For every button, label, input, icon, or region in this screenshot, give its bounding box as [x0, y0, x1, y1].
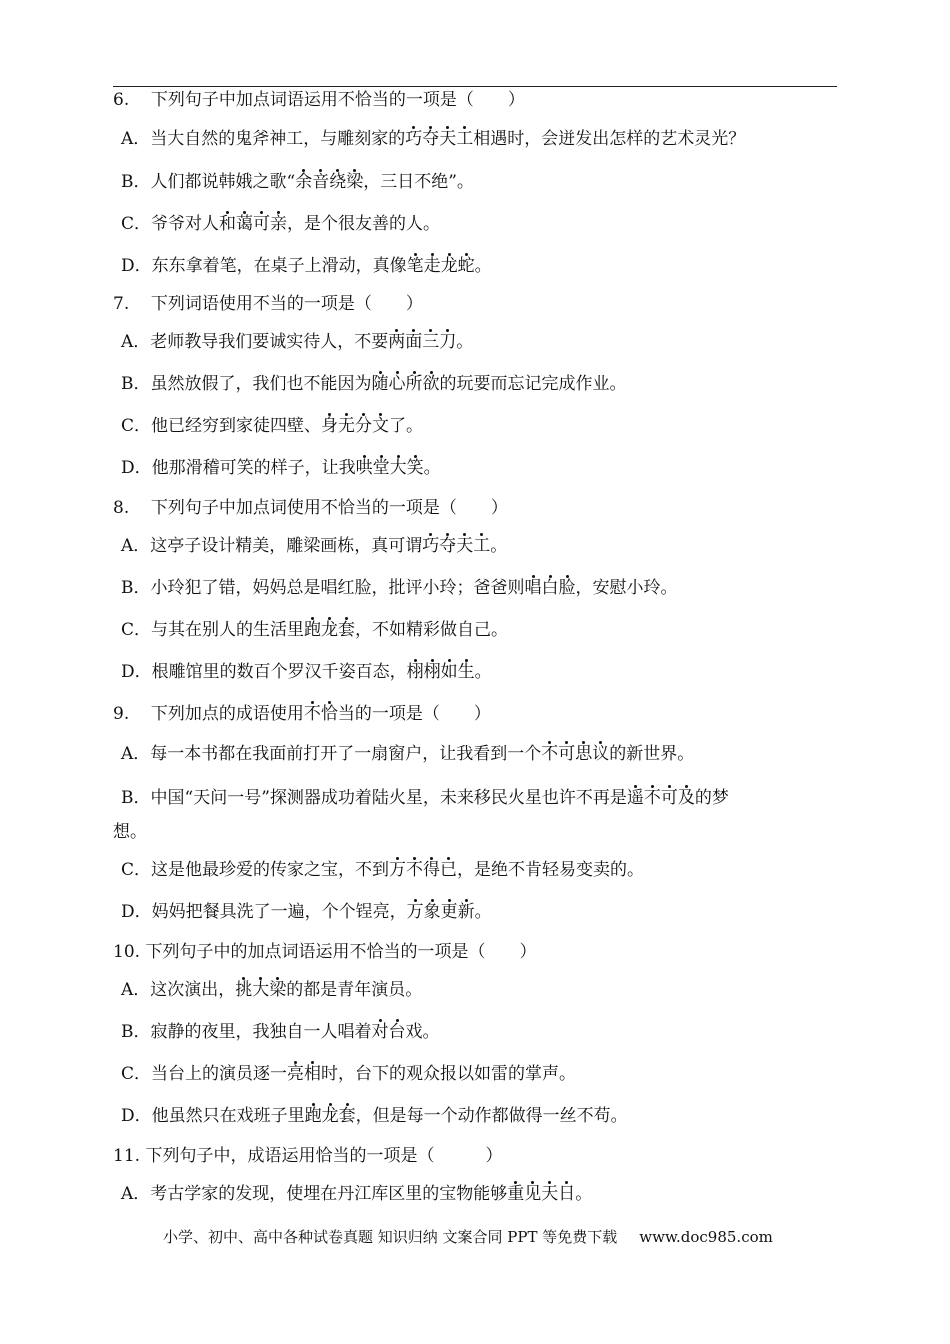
- dotted-phrase: [372, 372, 440, 396]
- emphasis-char: 龙: [440, 256, 458, 276]
- emphasis-char: 龙: [321, 620, 339, 640]
- emphasis-char: 遥: [626, 788, 644, 808]
- emphasis-char: 见: [524, 1184, 542, 1204]
- question-11-stem: 11. 下列句子中，成语运用恰当的一项是（ ）: [113, 1146, 503, 1166]
- emphasis-char: 刀: [439, 332, 457, 352]
- dotted-phrase: [405, 127, 473, 151]
- emphasis-char: 身: [321, 416, 339, 436]
- emphasis-char: 如: [440, 662, 458, 682]
- emphasis-char: 相: [304, 1064, 322, 1084]
- dotted-phrase: [356, 456, 424, 480]
- emphasis-char: 重: [507, 1184, 525, 1204]
- dotted-phrase: [295, 170, 363, 194]
- emphasis-char: 不: [406, 860, 424, 880]
- emphasis-char: 栩: [406, 662, 424, 682]
- emphasis-char: 天: [439, 129, 457, 149]
- emphasis-char: 三: [422, 332, 440, 352]
- emphasis-char: 巧: [422, 536, 440, 556]
- dotted-phrase: [627, 786, 695, 810]
- question-9-stem: 9. 下列加点的成语使用不恰当的一项是（ ）: [113, 704, 491, 724]
- dotted-phrase: [389, 858, 457, 882]
- emphasis-char: 台: [388, 1022, 406, 1042]
- footer-link[interactable]: www.doc985.com: [639, 1228, 773, 1246]
- emphasis-char: 不: [643, 788, 661, 808]
- emphasis-char: 蔼: [236, 214, 254, 234]
- option-6B: B．人们都说韩娥之歌“余音绕梁，三日不绝”。: [121, 172, 474, 192]
- dotted-phrase: [372, 1020, 406, 1044]
- emphasis-char: 和: [219, 214, 237, 234]
- question-6-stem: 6. 下列句子中加点词语运用不恰当的一项是（ ）: [113, 90, 525, 110]
- emphasis-char: 已: [440, 860, 458, 880]
- emphasis-char: 天: [456, 536, 474, 556]
- emphasis-char: 所: [405, 374, 423, 394]
- emphasis-char: 及: [677, 788, 695, 808]
- emphasis-char: 文: [372, 416, 390, 436]
- emphasis-char: 工: [473, 536, 491, 556]
- dotted-phrase: [507, 1182, 575, 1206]
- emphasis-char: 笔: [406, 256, 424, 276]
- dotted-phrase: [219, 212, 287, 236]
- dotted-phrase: [541, 742, 609, 766]
- emphasis-char: 挑: [235, 980, 253, 1000]
- emphasis-char: 更: [440, 902, 458, 922]
- option-10C: C．当台上的演员逐一亮相时，台下的观众报以如雷的掌声。: [121, 1064, 577, 1084]
- header-rule: [113, 86, 837, 87]
- dotted-phrase: [235, 978, 286, 1002]
- emphasis-char: 生: [457, 662, 475, 682]
- dotted-phrase: [321, 414, 389, 438]
- question-7-stem: 7. 下列词语使用不当的一项是（ ）: [113, 294, 423, 314]
- emphasis-char: 新: [457, 902, 475, 922]
- option-9D: D．妈妈把餐具洗了一遍，个个锃亮，万象更新。: [121, 902, 492, 922]
- emphasis-char: 夺: [439, 536, 457, 556]
- emphasis-char: 夺: [422, 129, 440, 149]
- emphasis-char: 哄: [355, 458, 373, 478]
- emphasis-char: 大: [389, 458, 407, 478]
- emphasis-char: 恰: [320, 704, 338, 724]
- emphasis-char: 议: [592, 744, 610, 764]
- emphasis-char: 心: [388, 374, 406, 394]
- emphasis-char: 大: [252, 980, 270, 1000]
- option-9B: B．中国“天问一号”探测器成功着陆火星，未来移民火星也许不再是遥不可及的梦: [121, 788, 729, 808]
- option-9B-continuation: 想。: [113, 822, 147, 842]
- dotted-phrase: [422, 534, 490, 558]
- dotted-phrase: [388, 330, 456, 354]
- dotted-phrase: [407, 660, 475, 684]
- emphasis-char: 蛇: [457, 256, 475, 276]
- emphasis-char: 走: [423, 256, 441, 276]
- emphasis-char: 笑: [406, 458, 424, 478]
- emphasis-char: 无: [338, 416, 356, 436]
- emphasis-char: 跑: [304, 620, 322, 640]
- option-8B: B．小玲犯了错，妈妈总是唱红脸，批评小玲；爸爸则唱白脸，安慰小玲。: [121, 578, 678, 598]
- emphasis-char: 万: [389, 860, 407, 880]
- option-9A: A．每一本书都在我面前打开了一扇窗户，让我看到一个不可思议的新世界。: [121, 744, 695, 764]
- emphasis-char: 梁: [346, 172, 364, 192]
- emphasis-char: 跑: [304, 1106, 322, 1126]
- option-6D: D．东东拿着笔，在桌子上滑动，真像笔走龙蛇。: [121, 256, 492, 276]
- emphasis-char: 堂: [372, 458, 390, 478]
- emphasis-char: 随: [371, 374, 389, 394]
- emphasis-char: 得: [423, 860, 441, 880]
- footer: [163, 1226, 773, 1248]
- dotted-phrase: [304, 702, 338, 726]
- emphasis-char: 两: [388, 332, 406, 352]
- footer-text: 小学、初中、高中各种试卷真题 知识归纳 文案合同 PPT 等免费下载: [163, 1228, 618, 1246]
- emphasis-char: 日: [558, 1184, 576, 1204]
- emphasis-char: 亲: [270, 214, 288, 234]
- emphasis-char: 不: [541, 744, 559, 764]
- dotted-phrase: [304, 618, 355, 642]
- option-10A: A．这次演出，挑大梁的都是青年演员。: [121, 980, 423, 1000]
- emphasis-char: 梁: [269, 980, 287, 1000]
- dotted-phrase: [525, 576, 576, 600]
- emphasis-char: 象: [423, 902, 441, 922]
- emphasis-char: 余: [295, 172, 313, 192]
- option-8A: A．这亭子设计精美，雕梁画栋，真可谓巧夺天工。: [121, 536, 508, 556]
- emphasis-char: 亮: [287, 1064, 305, 1084]
- emphasis-char: 套: [338, 620, 356, 640]
- option-11A: A．考古学家的发现，使埋在丹江库区里的宝物能够重见天日。: [121, 1184, 593, 1204]
- option-7A: A．老师教导我们要诚实待人，不要两面三刀。: [121, 332, 474, 352]
- emphasis-char: 不: [303, 704, 321, 724]
- emphasis-char: 巧: [405, 129, 423, 149]
- option-10B: B．寂静的夜里，我独自一人唱着对台戏。: [121, 1022, 440, 1042]
- question-10-stem: 10. 下列句子中的加点词语运用不恰当的一项是（ ）: [113, 942, 537, 962]
- emphasis-char: 思: [575, 744, 593, 764]
- option-8C: C．与其在别人的生活里跑龙套，不如精彩做自己。: [121, 620, 509, 640]
- emphasis-char: 脸: [558, 578, 576, 598]
- emphasis-char: 栩: [423, 662, 441, 682]
- dotted-phrase: [305, 1104, 356, 1128]
- question-8-stem: 8. 下列句子中加点词使用不恰当的一项是（ ）: [113, 498, 508, 518]
- option-10D: D．他虽然只在戏班子里跑龙套，但是每一个动作都做得一丝不苟。: [121, 1106, 628, 1126]
- emphasis-char: 白: [541, 578, 559, 598]
- emphasis-char: 套: [338, 1106, 356, 1126]
- emphasis-char: 音: [312, 172, 330, 192]
- option-7C: C．他已经穷到家徒四壁、身无分文了。: [121, 416, 424, 436]
- emphasis-char: 面: [405, 332, 423, 352]
- emphasis-char: 欲: [422, 374, 440, 394]
- emphasis-char: 工: [456, 129, 474, 149]
- option-8D: D．根雕馆里的数百个罗汉千姿百态，栩栩如生。: [121, 662, 492, 682]
- emphasis-char: 可: [660, 788, 678, 808]
- emphasis-char: 可: [558, 744, 576, 764]
- option-9C: C．这是他最珍爱的传家之宝，不到万不得已，是绝不肯轻易变卖的。: [121, 860, 645, 880]
- emphasis-char: 唱: [524, 578, 542, 598]
- option-6A: A．当大自然的鬼斧神工，与雕刻家的巧夺天工相遇时，会迸发出怎样的艺术灵光？: [121, 129, 746, 149]
- dotted-phrase: [407, 254, 475, 278]
- dotted-phrase: [287, 1062, 321, 1086]
- emphasis-char: 天: [541, 1184, 559, 1204]
- emphasis-char: 万: [406, 902, 424, 922]
- emphasis-char: 可: [253, 214, 271, 234]
- emphasis-char: 龙: [321, 1106, 339, 1126]
- option-6C: C．爷爷对人和蔼可亲，是个很友善的人。: [121, 214, 441, 234]
- option-7B: B．虽然放假了，我们也不能因为随心所欲的玩要而忘记完成作业。: [121, 374, 627, 394]
- emphasis-char: 分: [355, 416, 373, 436]
- option-7D: D．他那滑稽可笑的样子，让我哄堂大笑。: [121, 458, 441, 478]
- emphasis-char: 对: [371, 1022, 389, 1042]
- dotted-phrase: [407, 900, 475, 924]
- emphasis-char: 绕: [329, 172, 347, 192]
